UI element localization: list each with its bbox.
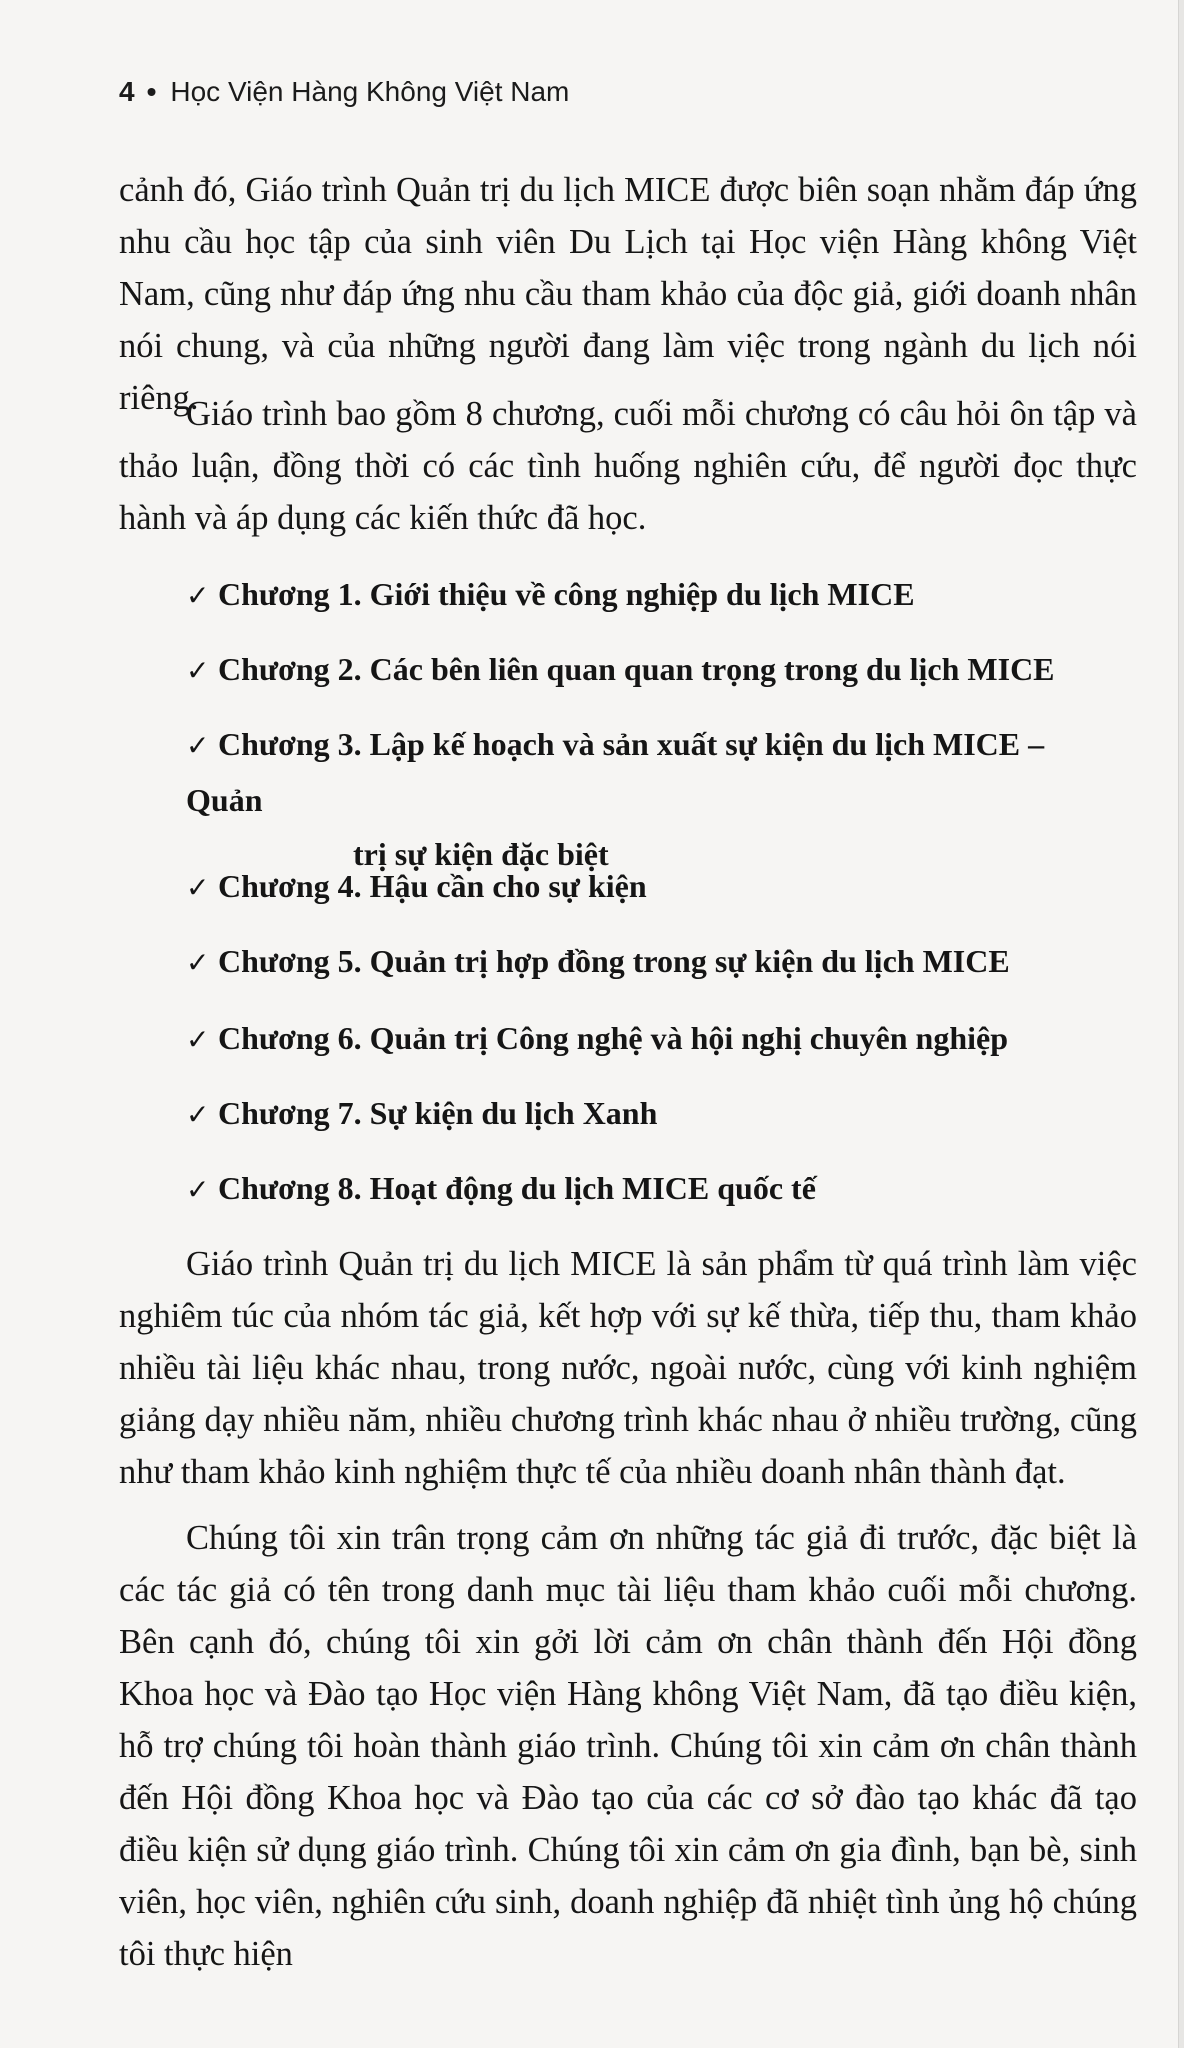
- chapter-title: Chương 5. Quản trị hợp đồng trong sự kiện du lịch MICE: [218, 943, 1010, 979]
- checkmark-icon: ✓: [186, 579, 210, 612]
- chapter-item-6: [186, 1011, 1086, 1067]
- chapter-item-8: [186, 1161, 1086, 1217]
- chapter-item-2: [186, 642, 1086, 698]
- paragraph-intro-continuation: cảnh đó, Giáo trình Quản trị du lịch MICE được biên soạn nhằm đáp ứng nhu cầu học tập của sinh viên Du Lịch tại Học viện Hàng không Việt Nam, cũng như đáp ứng nhu cầu tham khảo của độc giả, giới doanh nhân nói chung, và của những người đang làm việc trong ngành du lịch nói riêng.: [119, 171, 1137, 417]
- chapter-title-continuation: trị sự kiện đặc biệt: [353, 836, 609, 872]
- chapter-title: Chương 7. Sự kiện du lịch Xanh: [218, 1095, 658, 1131]
- chapter-item-4: [186, 859, 1086, 915]
- checkmark-icon: ✓: [186, 1173, 210, 1206]
- page-edge: [1178, 0, 1184, 2048]
- chapter-title: Chương 1. Giới thiệu về công nghiệp du lịch MICE: [218, 576, 915, 612]
- chapter-item-5: [186, 934, 1086, 990]
- chapter-item-7: [186, 1086, 1086, 1142]
- checkmark-icon: ✓: [186, 729, 210, 762]
- checkmark-icon: ✓: [186, 1098, 210, 1131]
- institution-name: Học Viện Hàng Không Việt Nam: [170, 76, 570, 107]
- checkmark-icon: ✓: [186, 946, 210, 979]
- chapter-title: Chương 4. Hậu cần cho sự kiện: [218, 868, 647, 904]
- checkmark-icon: ✓: [186, 1023, 210, 1056]
- header-separator: •: [146, 76, 157, 107]
- chapter-title: Chương 3. Lập kế hoạch và sản xuất sự kiện du lịch MICE – Quản: [186, 726, 1045, 818]
- paragraph-structure: Giáo trình bao gồm 8 chương, cuối mỗi chương có câu hỏi ôn tập và thảo luận, đồng thời có các tình huống nghiên cứu, để người đọc thực hành và áp dụng các kiến thức đã học.: [119, 395, 1137, 537]
- paragraph-acknowledgements: Chúng tôi xin trân trọng cảm ơn những tác giả đi trước, đặc biệt là các tác giả có tên trong danh mục tài liệu tham khảo cuối mỗi chương. Bên cạnh đó, chúng tôi xin gởi lời cảm ơn chân thành đến Hội đồng Khoa học và Đào tạo Học viện Hàng không Việt Nam, đã tạo điều kiện, hỗ trợ chúng tôi hoàn thành giáo trình. Chúng tôi xin cảm ơn chân thành đến Hội đồng Khoa học và Đào tạo của các cơ sở đào tạo khác đã tạo điều kiện sử dụng giáo trình. Chúng tôi xin cảm ơn gia đình, bạn bè, sinh viên, học viên, nghiên cứu sinh, doanh nghiệp đã nhiệt tình ủng hộ chúng tôi thực hiện: [119, 1519, 1137, 1973]
- page-number: 4: [119, 76, 135, 107]
- chapter-item-3: [186, 717, 1086, 881]
- chapter-item-1: [186, 567, 1086, 623]
- chapter-title: Chương 2. Các bên liên quan quan trọng trong du lịch MICE: [218, 651, 1055, 687]
- chapter-title: Chương 8. Hoạt động du lịch MICE quốc tế: [218, 1170, 816, 1206]
- chapter-title: Chương 6. Quản trị Công nghệ và hội nghị chuyên nghiệp: [218, 1020, 1009, 1056]
- checkmark-icon: ✓: [186, 871, 210, 904]
- checkmark-icon: ✓: [186, 654, 210, 687]
- running-head: [119, 72, 569, 112]
- paragraph-authorship: Giáo trình Quản trị du lịch MICE là sản phẩm từ quá trình làm việc nghiêm túc của nhóm tác giả, kết hợp với sự kế thừa, tiếp thu, tham khảo nhiều tài liệu khác nhau, trong nước, ngoài nước, cùng với kinh nghiệm giảng dạy nhiều năm, nhiều chương trình khác nhau ở nhiều trường, cũng như tham khảo kinh nghiệm thực tế của nhiều doanh nhân thành đạt.: [119, 1245, 1137, 1491]
